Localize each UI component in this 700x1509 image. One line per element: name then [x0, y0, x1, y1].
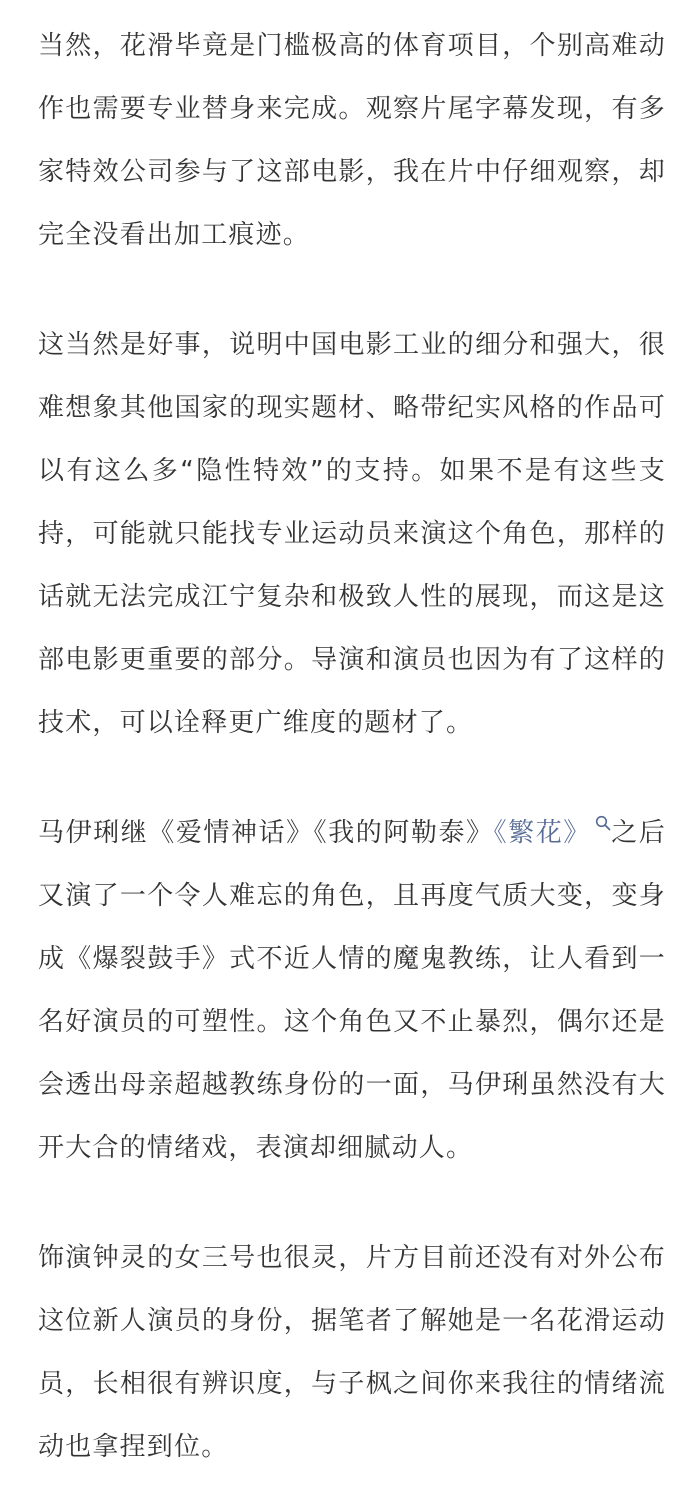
search-link-fanhua[interactable]: 《繁花》: [493, 818, 591, 848]
paragraph-3-lead-text: 马伊琍继《爱情神话》《我的阿勒泰》: [38, 818, 494, 848]
paragraph-2: 这当然是好事，说明中国电影工业的细分和强大，很难想象其他国家的现实题材、略带纪实风格的作品可以有这么多“隐性特效”的支持。如果不是有这些支持，可能就只能找专业运动员来演这个角色，那样的话就无法完成江宁复杂和极致人性的展现，而这是这部电影更重要的部分。导演和演员也因为有了这样的技术，可以诠释更广维度的题材了。: [38, 330, 666, 738]
article-body: [38, 15, 666, 1479]
paragraph-3: [38, 802, 666, 1180]
paragraph-3-rest-text: 之后又演了一个令人难忘的角色，且再度气质大变，变身成《爆裂鼓手》式不近人情的魔鬼教练，让人看到一名好演员的可塑性。这个角色又不止暴烈，偶尔还是会透出母亲超越教练身份的一面，马伊琍虽然没有大开大合的情绪戏，表演却细腻动人。: [38, 818, 666, 1163]
search-icon[interactable]: [595, 815, 611, 831]
paragraph-4: 饰演钟灵的女三号也很灵，片方目前还没有对外公布这位新人演员的身份，据笔者了解她是一名花滑运动员，长相很有辨识度，与子枫之间你来我往的情绪流动也拿捏到位。: [38, 1243, 666, 1462]
paragraph-1: 当然，花滑毕竟是门槛极高的体育项目，个别高难动作也需要专业替身来完成。观察片尾字幕发现，有多家特效公司参与了这部电影，我在片中仔细观察，却完全没看出加工痕迹。: [38, 31, 666, 250]
